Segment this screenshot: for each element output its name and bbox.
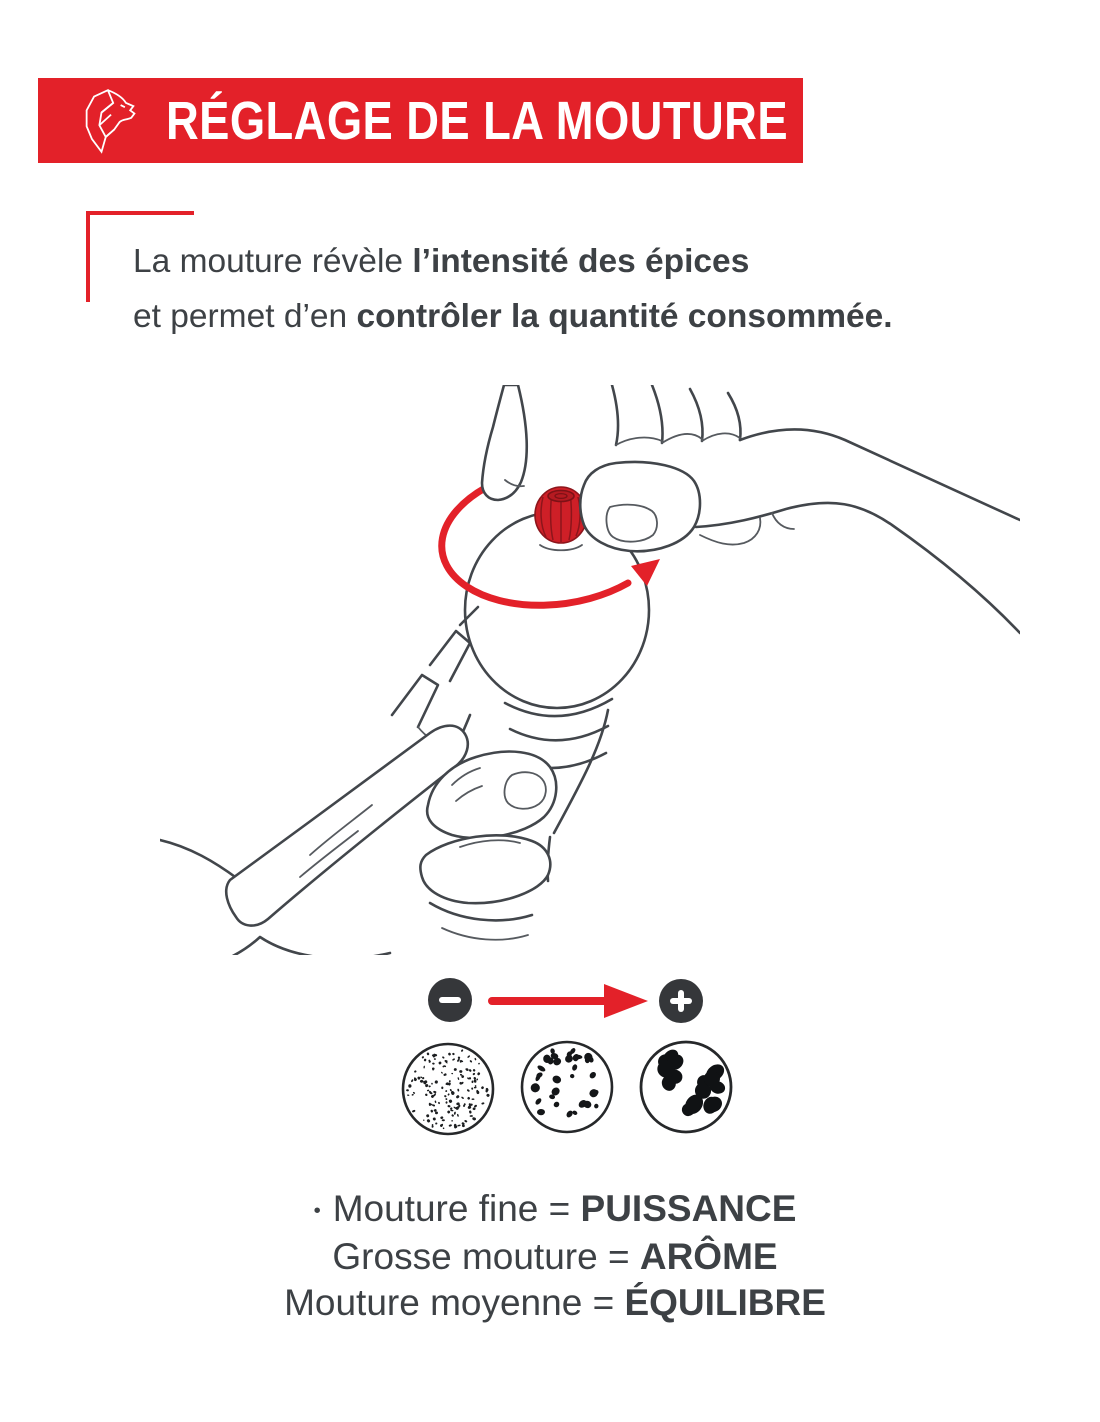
legend-line-coarse <box>150 1234 960 1280</box>
legend-term: Grosse mouture = <box>332 1236 640 1278</box>
legend-value: ÉQUILIBRE <box>624 1282 826 1324</box>
legend-term: Mouture moyenne = <box>284 1282 625 1324</box>
title-banner <box>38 78 803 163</box>
bullet-icon: • <box>313 1200 321 1223</box>
intro-line-2: et permet d’en contrôler la quantité consommée. <box>133 298 893 335</box>
intro-line-1: La mouture révèle l’intensité des épices <box>133 243 750 280</box>
page-title: RÉGLAGE DE LA MOUTURE <box>166 90 789 151</box>
intro-bracket-vertical <box>86 211 90 302</box>
legend-value: PUISSANCE <box>580 1188 797 1229</box>
legend-line-medium <box>150 1280 960 1326</box>
intro-bracket-horizontal <box>86 211 194 215</box>
plus-bar-v <box>678 990 684 1012</box>
minus-icon <box>428 978 472 1022</box>
arrow-right-icon <box>488 984 648 1018</box>
plus-icon <box>659 979 703 1023</box>
peugeot-lion-icon <box>78 87 142 155</box>
legend-value: ARÔME <box>639 1236 778 1278</box>
minus-bar <box>439 997 461 1003</box>
legend-term: Mouture fine = <box>332 1188 581 1229</box>
grinder-knob-icon <box>535 487 587 543</box>
legend-line-fine <box>150 1186 960 1234</box>
coarse-grind-icon <box>636 1037 736 1137</box>
pepper-mill-illustration <box>160 385 1020 955</box>
medium-grind-icon <box>517 1037 617 1137</box>
intro-text <box>133 234 1033 344</box>
fine-grind-icon <box>398 1039 498 1139</box>
legend <box>150 1186 960 1326</box>
